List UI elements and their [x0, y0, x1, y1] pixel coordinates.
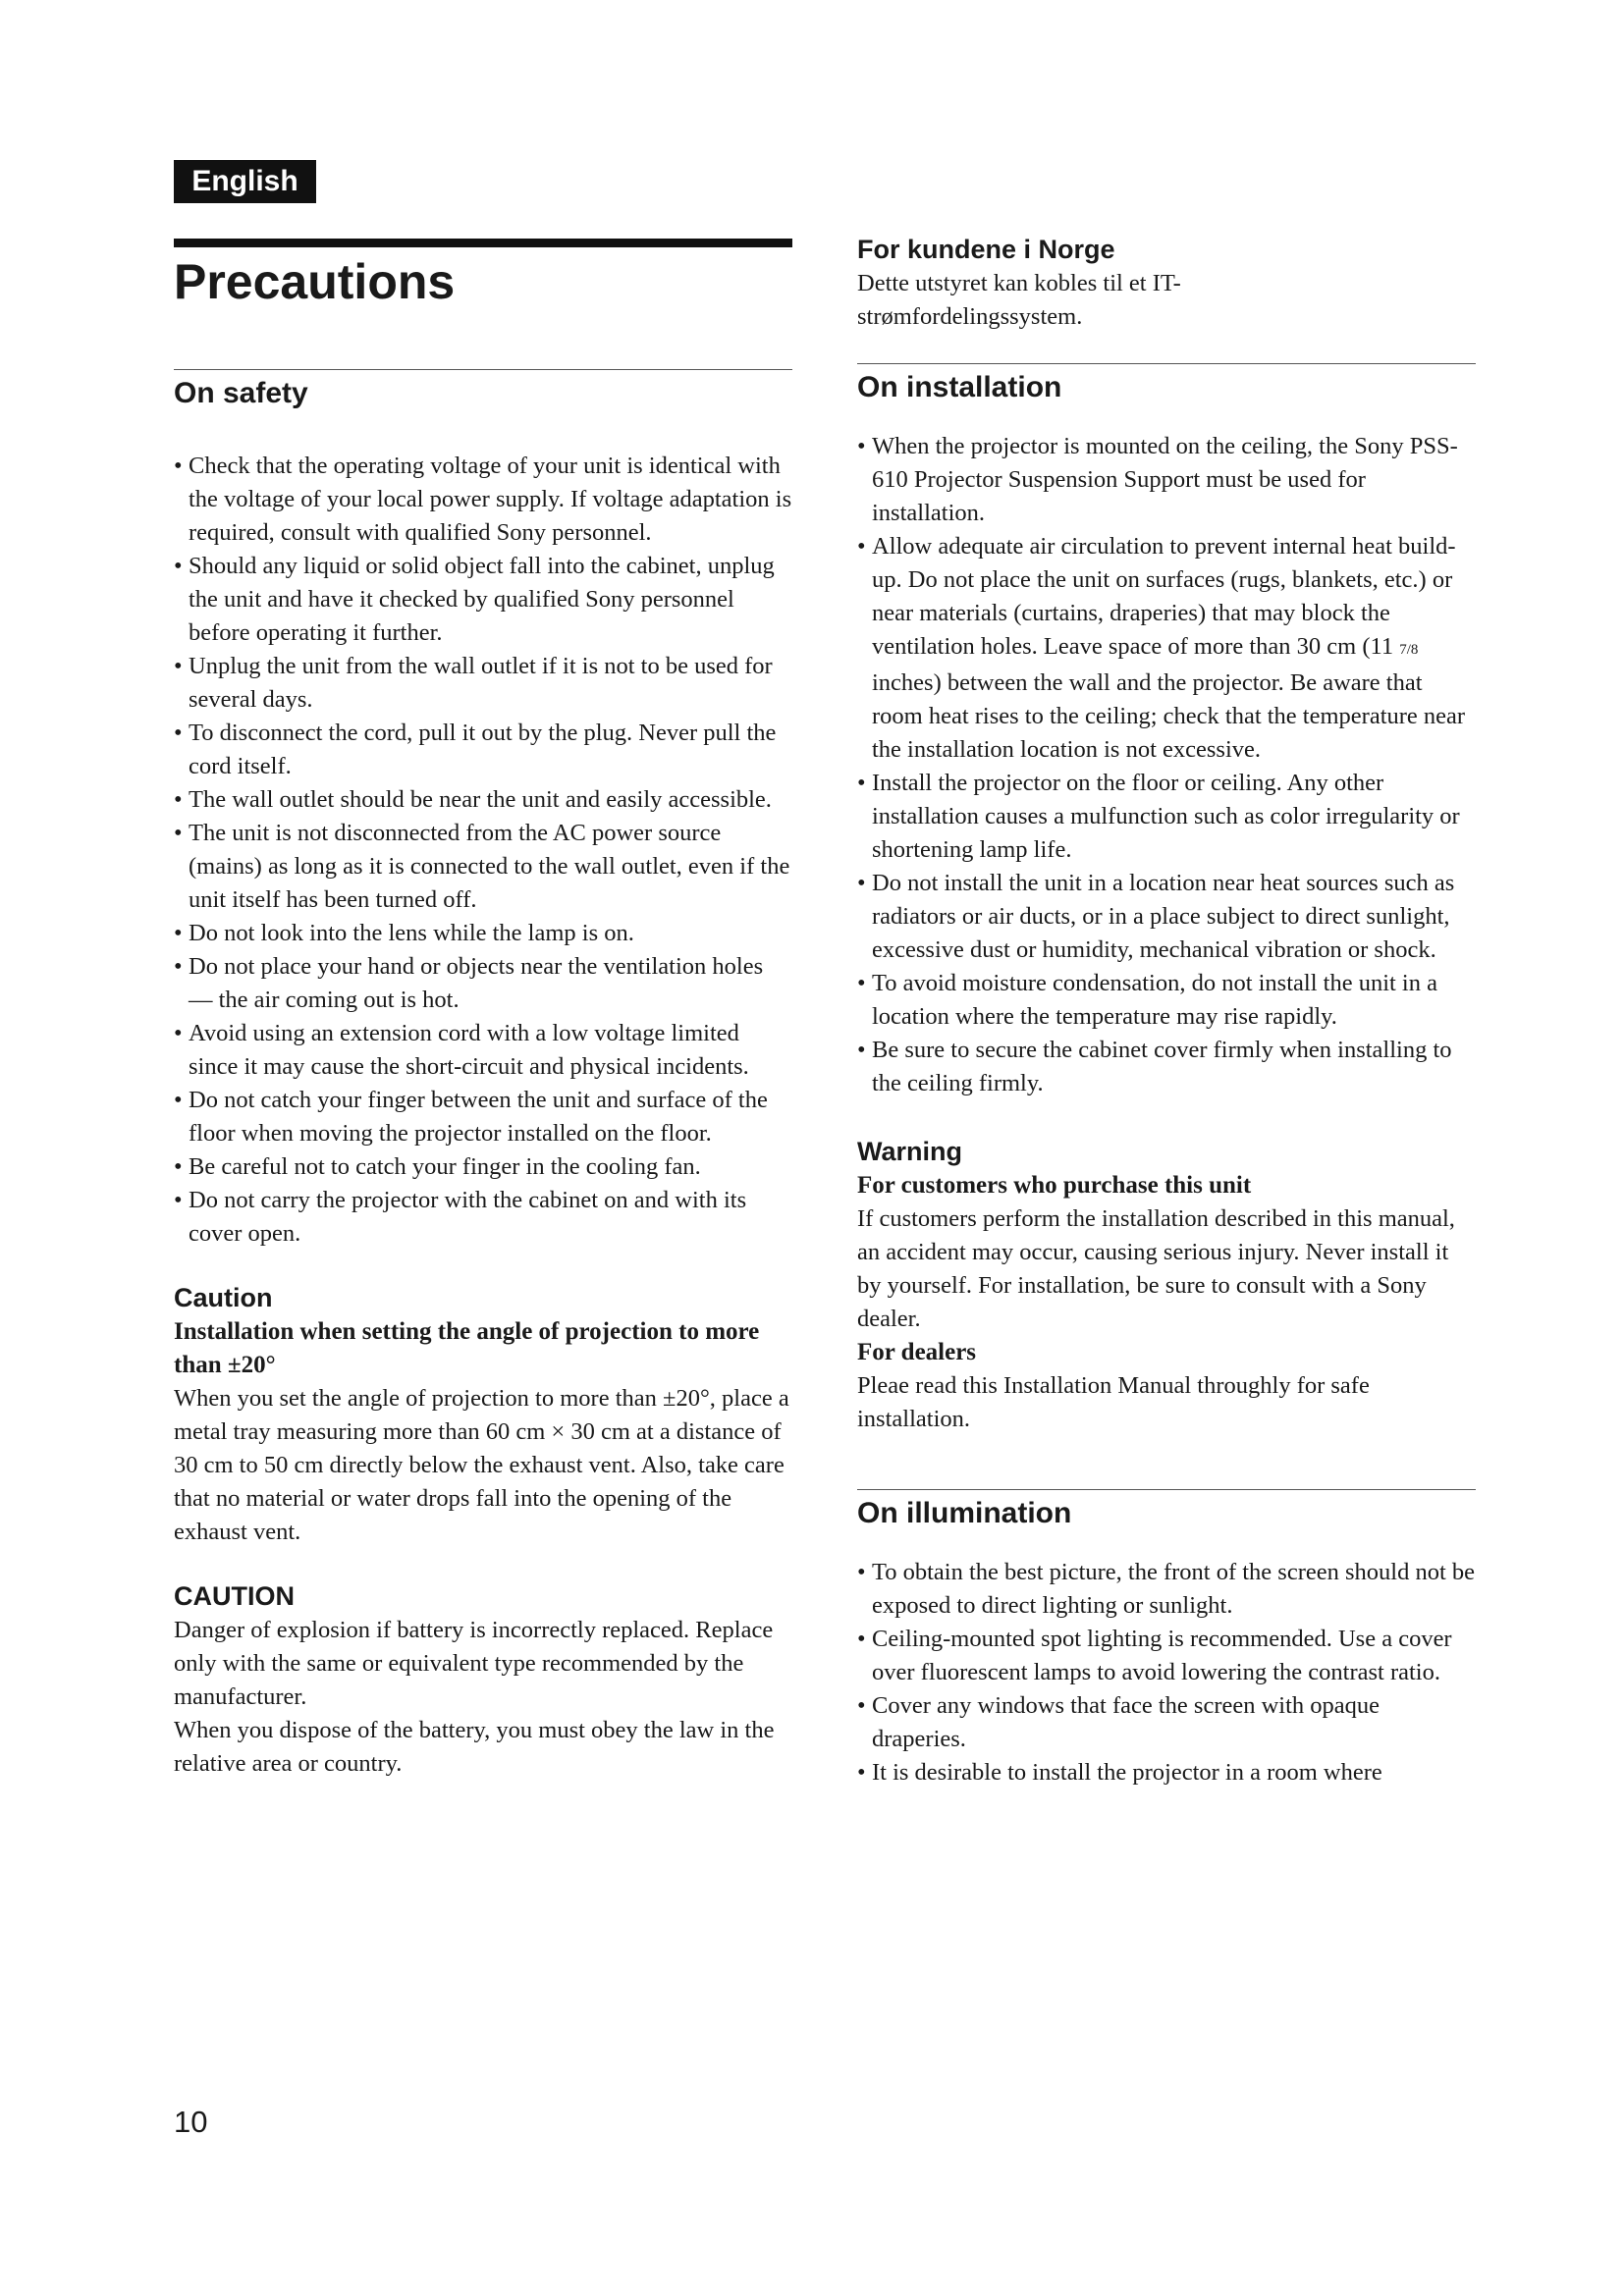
title-rule [174, 239, 792, 247]
list-item: • Check that the operating voltage of your unit is identical with the voltage of your local power supply. If voltage adaptation is required, consult with qualified Sony personnel. [174, 450, 792, 550]
warning-customers-heading: For customers who purchase this unit [857, 1172, 1252, 1199]
page-number: 10 [174, 2105, 208, 2139]
list-item: • Do not install the unit in a location near heat sources such as radiators or air ducts, or in a place subject to direct sunlight, excessive dust or humidity, mechanical vibration or shock. [857, 867, 1476, 967]
air-item-text: Allow adequate air circulation to prevent internal heat build-up. Do not place the unit on surfaces (rugs, blankets, etc.) or near materials (curtains, draperies) that may block the ventilation holes. Leave space of more than 30 cm (11 [872, 533, 1456, 660]
list-item: • Do not place your hand or objects near the ventilation holes — the air coming out is hot. [174, 950, 792, 1017]
list-item: • Do not catch your finger between the unit and surface of the floor when moving the projector installed on the floor. [174, 1084, 792, 1150]
list-item: • Avoid using an extension cord with a low voltage limited since it may cause the short-circuit and physical incidents. [174, 1017, 792, 1084]
list-item: • When the projector is mounted on the ceiling, the Sony PSS-610 Projector Suspension Support must be used for installation. [857, 430, 1476, 530]
caution-heading: Caution [174, 1283, 273, 1312]
list-item: • The unit is not disconnected from the AC power source (mains) as long as it is connected to the wall outlet, even if the unit itself has been turned off. [174, 817, 792, 917]
warning-customers-body: If customers perform the installation described in this manual, an accident may occur, causing serious injury. Never install it by yourself. For installation, be sure to consult with a Sony dealer. [857, 1205, 1455, 1332]
air-item-text: inches) between the wall and the projector. Be aware that room heat rises to the ceiling; check that the temperature near the installation location is not excessive. [872, 669, 1466, 763]
list-item: • The wall outlet should be near the unit and easily accessible. [174, 783, 792, 817]
on-safety-heading: On safety [174, 369, 792, 414]
on-illumination-heading: On illumination [857, 1489, 1476, 1534]
list-item: • Cover any windows that face the screen with opaque draperies. [857, 1689, 1476, 1756]
on-safety-list [174, 450, 792, 1251]
language-badge: English [174, 160, 316, 203]
list-item: • Be careful not to catch your finger in the cooling fan. [174, 1150, 792, 1184]
list-item [857, 530, 1476, 767]
caution-battery-heading: CAUTION [174, 1581, 295, 1611]
on-installation-list [857, 430, 1476, 1100]
left-column [174, 369, 792, 1781]
page-title: Precautions [174, 254, 456, 309]
list-item: • Be sure to secure the cabinet cover firmly when installing to the ceiling firmly. [857, 1034, 1476, 1100]
norway-heading: For kundene i Norge [857, 235, 1115, 264]
list-item: • Install the projector on the floor or ceiling. Any other installation causes a mulfunction such as color irregularity or shortening lamp life. [857, 767, 1476, 867]
on-installation-heading: On installation [857, 363, 1476, 408]
list-item: • To disconnect the cord, pull it out by the plug. Never pull the cord itself. [174, 717, 792, 783]
list-item: • Do not carry the projector with the cabinet on and with its cover open. [174, 1184, 792, 1251]
on-illumination-list [857, 1556, 1476, 1789]
caution-battery-paragraph: Danger of explosion if battery is incorrectly replaced. Replace only with the same or equivalent type recommended by the manufacturer. [174, 1617, 774, 1710]
list-item: • To avoid moisture condensation, do not install the unit in a location where the temperature may rise rapidly. [857, 967, 1476, 1034]
list-item: • It is desirable to install the projector in a room where [857, 1756, 1476, 1789]
list-item: • To obtain the best picture, the front of the screen should not be exposed to direct lighting or sunlight. [857, 1556, 1476, 1623]
norway-body: Dette utstyret kan kobles til et IT-strømfordelingssystem. [857, 270, 1181, 330]
warning-dealers-heading: For dealers [857, 1339, 977, 1365]
inch-fraction: 7/8 [1399, 642, 1419, 658]
list-item: • Do not look into the lens while the lamp is on. [174, 917, 792, 950]
caution-subheading: Installation when setting the angle of projection to more than ±20° [174, 1318, 760, 1378]
right-column [857, 232, 1476, 1789]
warning-dealers-body: Pleae read this Installation Manual throughly for safe installation. [857, 1372, 1370, 1432]
list-item: • Should any liquid or solid object fall into the cabinet, unplug the unit and have it checked by qualified Sony personnel before operating it further. [174, 550, 792, 650]
list-item: • Ceiling-mounted spot lighting is recommended. Use a cover over fluorescent lamps to avoid lowering the contrast ratio. [857, 1623, 1476, 1689]
warning-heading: Warning [857, 1137, 962, 1166]
caution-battery-paragraph: When you dispose of the battery, you must obey the law in the relative area or country. [174, 1717, 775, 1777]
caution-body: When you set the angle of projection to more than ±20°, place a metal tray measuring more than 60 cm × 30 cm at a distance of 30 cm to 50 cm directly below the exhaust vent. Also, take care that no material or water drops fall into the opening of the exhaust vent. [174, 1385, 789, 1545]
list-item: • Unplug the unit from the wall outlet if it is not to be used for several days. [174, 650, 792, 717]
